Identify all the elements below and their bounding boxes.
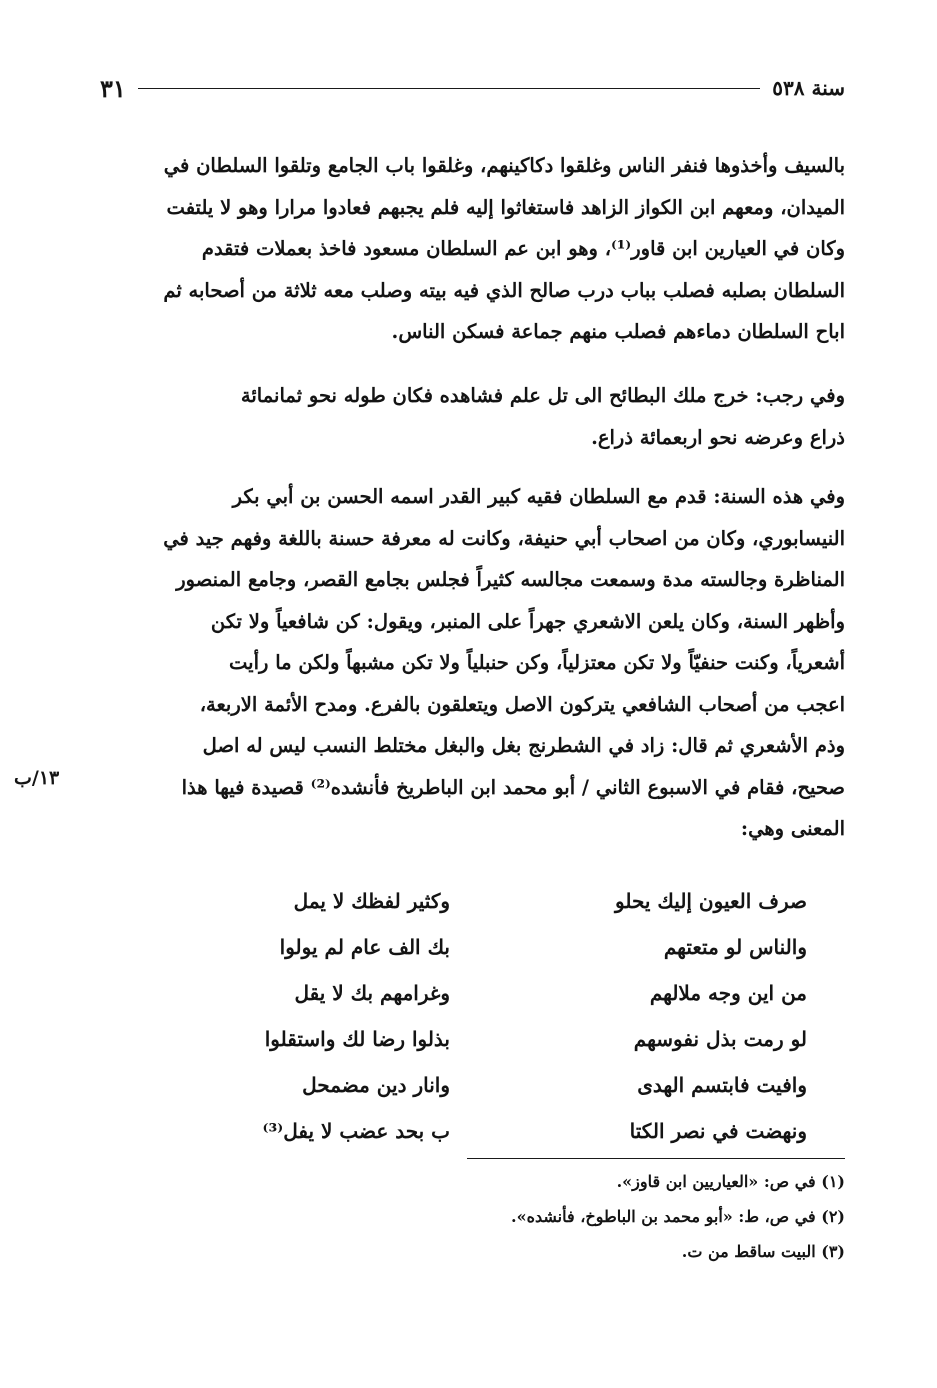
hemistich-second: بذلوا رضا لك واستقلوا [264, 1027, 450, 1051]
hemistich-first: وافيت فابتسم الهدى [637, 1073, 807, 1097]
paragraph-faqih [102, 476, 845, 850]
hemistich-first: لو رمت بذل نفوسهم [633, 1027, 807, 1051]
poem-verse [150, 878, 807, 924]
poem-verse [150, 1016, 807, 1062]
text-line: وأظهر السنة، وكان يلعن الاشعري جهراً على المنبر، ويقول: كن شافعياً ولا تكن [210, 609, 845, 633]
text-line: بالسيف وأخذوها فنفر الناس وغلقوا دكاكينهم، وغلقوا باب الجامع وتلقوا السلطان في [163, 154, 845, 177]
text-line [102, 476, 845, 518]
text-line: النيسابوري، وكان من اصحاب أبي حنيفة، وكانت له معرفة حسنة باللغة وفهم جيد في [163, 526, 845, 550]
poem-verse [150, 1062, 807, 1108]
paragraph-riot [102, 145, 845, 353]
hemistich-first: ونهضت في نصر الكتا [629, 1119, 807, 1143]
text-line: وذم الأشعري ثم قال: زاد في الشطرنج بغل والبغل مختلط النسب ليس له اصل [202, 734, 845, 757]
hemistich-first: من اين وجه ملالهم [649, 981, 807, 1005]
paragraph-rajab [102, 375, 845, 458]
hemistich-second: وغرامهم بك لا يقل [294, 981, 450, 1005]
header-rule [138, 88, 761, 89]
footnote: (٢) في ص، ط: «أبو محمد بن الباطوخ، فأنشده». [511, 1207, 845, 1226]
poem-verse [150, 1108, 807, 1154]
text-line: وفي رجب: خرج ملك البطائح الى تل علم فشاهده فكان طوله نحو ثمانمائة [240, 384, 845, 407]
hemistich-second: وكثير لفظك لا يمل [293, 889, 450, 913]
hemistich-second: ب بحد عضب لا يفل⁽³⁾ [262, 1119, 450, 1143]
text-line-rest: قدم مع السلطان فقيه كبير القدر اسمه الحسن بن أبي بكر [232, 485, 714, 508]
poem [150, 878, 807, 1154]
footnotes [245, 1164, 845, 1269]
text-line: اباح السلطان دماءهم فصلب منهم جماعة فسكن الناس. [391, 320, 845, 343]
paragraph-lead: وفي هذه السنة: [713, 485, 845, 508]
text-line: السلطان بصلبه فصلب بباب درب صالح الذي فيه بيته وصلب معه ثلاثة من أصحابه ثم [163, 278, 845, 302]
text-line: صحيح، فقام في الاسبوع الثاني / أبو محمد ابن الباطريخ فأنشده⁽²⁾ قصيدة فيها هذا [181, 775, 845, 799]
page-number: ٣١ [100, 73, 126, 103]
hemistich-first: صرف العيون إليك يحلو [615, 889, 807, 913]
text-line: ذراع وعرضه نحو اربعمائة ذراع. [591, 425, 845, 449]
text-line: المناظرة وجالسته مدة وسمعت مجالسه كثيراً فجلس بجامع القصر، وجامع المنصور [176, 568, 845, 591]
text-line: أشعرياً، وكنت حنفيّاً ولا تكن معتزلياً، وكن حنبلياً ولا تكن مشبهاً ولكن ما رأيت [229, 651, 845, 674]
header-year: سنة ٥٣٨ [772, 76, 845, 100]
footnote: (٣) البيت ساقط من ت. [681, 1242, 845, 1261]
hemistich-first: والناس لو متعتهم [663, 935, 807, 959]
poem-verse [150, 970, 807, 1016]
poem-verse [150, 924, 807, 970]
footnote-divider [467, 1158, 845, 1159]
folio-marker: ١٣/ب [14, 767, 60, 789]
hemistich-second: بك الف عام لم يولوا [279, 935, 450, 959]
hemistich-second: وانار دين مضمحل [302, 1073, 450, 1097]
text-line: اعجب من أصحاب الشافعي يتركون الاصل ويتعلقون بالفرع. ومدح الأئمة الاربعة، [199, 692, 845, 716]
running-header [100, 68, 845, 108]
text-line: وكان في العيارين ابن قاور⁽¹⁾، وهو ابن عم السلطان مسعود فاخذ بعملات فتقدم [201, 237, 845, 260]
text-line: المعنى وهي: [740, 817, 845, 840]
footnote: (١) في ص: «العياريين ابن قاوز». [616, 1172, 845, 1191]
text-line: الميدان، ومعهم ابن الكواز الزاهد فاستغاثوا إليه فلم يجبهم فعادوا مرارا وهو لا يلتفت [166, 195, 845, 219]
